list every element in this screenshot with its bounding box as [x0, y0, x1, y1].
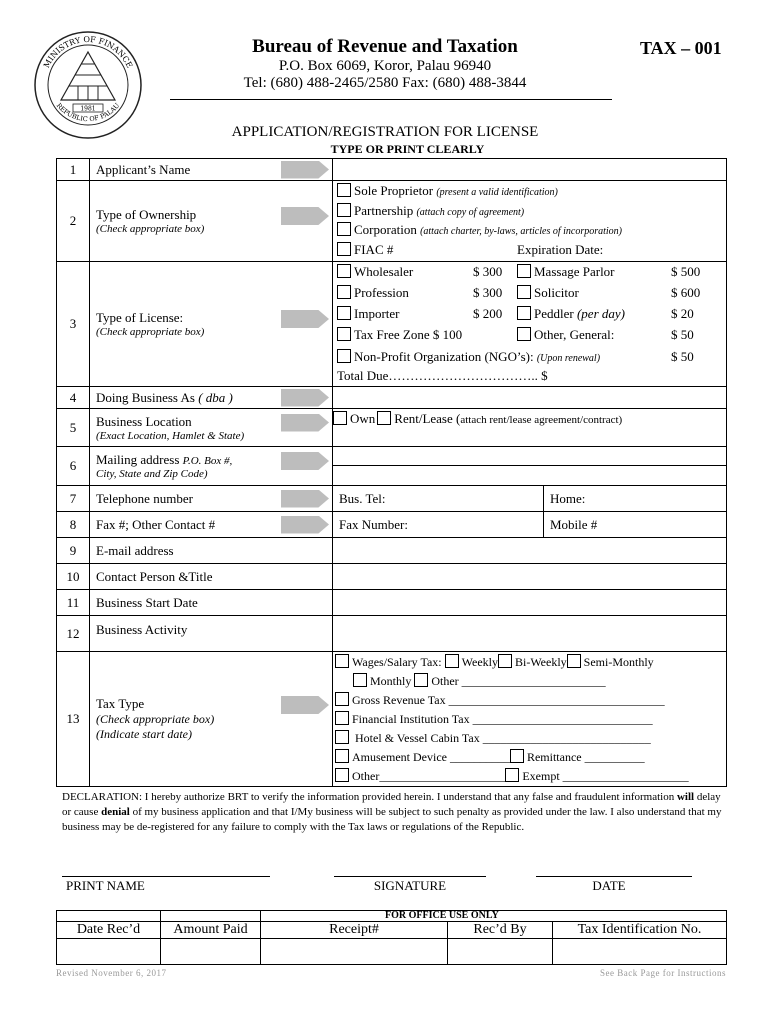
row-label: Type of License: — [96, 310, 184, 325]
row-tax-type: 13 Tax Type (Check appropriate box) (Indicate start date) Wages/Salary Tax: Weekly Bi-Weekly Semi-Monthly Monthly Other ________________________ Gross Revenue Tax ____________________________________ Financial Institution Tax ______________________________ Hotel & Vessel Cabin Tax ____________________________ Amusement Device __________ Remittance __________ Other_____________________ Exempt _____________________ — [57, 652, 727, 787]
license-fee: $ 600 — [671, 285, 701, 300]
ngo-checkbox[interactable] — [337, 349, 351, 363]
row-telephone — [57, 486, 727, 512]
row-number: 2 — [57, 181, 90, 262]
svg-text:1981: 1981 — [80, 105, 96, 113]
row-sublabel: City, State and Zip Code) — [96, 468, 208, 480]
wholesaler-checkbox[interactable] — [337, 264, 351, 278]
row-fax — [57, 512, 727, 538]
arrow-icon — [281, 161, 329, 179]
license-fee: $ 50 — [671, 327, 694, 342]
email-field[interactable] — [333, 538, 727, 564]
arrow-icon — [281, 490, 329, 508]
arrow-icon — [281, 207, 329, 225]
other-general-checkbox[interactable] — [517, 327, 531, 341]
bureau-title: Bureau of Revenue and Taxation — [252, 36, 518, 57]
license-fee: $ 500 — [671, 264, 701, 279]
row-number: 6 — [57, 447, 90, 486]
row-number: 12 — [57, 616, 90, 652]
profession-checkbox[interactable] — [337, 285, 351, 299]
row-label-italic: P.O. Box #, — [182, 455, 233, 467]
office-tin-field[interactable] — [553, 939, 727, 965]
arrow-icon — [281, 516, 329, 534]
row-ownership — [57, 181, 727, 262]
total-due: Total Due…………………………….. $ — [337, 368, 548, 383]
office-date-received-field[interactable] — [57, 939, 161, 965]
mailing-address-line2[interactable] — [333, 466, 726, 485]
corporation-checkbox[interactable] — [337, 222, 351, 236]
row-label: Applicant’s Name — [96, 162, 191, 178]
license-label: Peddler — [534, 306, 574, 321]
mailing-address-line1[interactable] — [333, 447, 726, 466]
office-receipt-field[interactable] — [261, 939, 448, 965]
option-note: (present a valid identification) — [436, 187, 558, 198]
other-tax-checkbox[interactable] — [335, 768, 349, 782]
office-col-receipt: Receipt# — [261, 922, 448, 939]
license-fee: $ 300 — [473, 264, 503, 279]
office-col-received-by: Rec’d By — [448, 922, 553, 939]
field-label: Home: — [550, 490, 586, 506]
row-start-date — [57, 590, 727, 616]
sole-proprietor-checkbox[interactable] — [337, 183, 351, 197]
row-sublabel: (Check appropriate box) — [96, 223, 205, 235]
date-label: DATE — [592, 878, 626, 893]
tax-label: Other ________________________ — [431, 674, 606, 688]
office-use-table — [56, 910, 727, 965]
row-label: Mailing address — [96, 452, 180, 467]
declaration-part: DECLARATION: I hereby authorize BRT to verify the information provided herein. I understand that any false and fraudulent information — [62, 791, 677, 803]
start-date-field[interactable] — [333, 590, 727, 616]
option-label: Corporation — [354, 222, 417, 237]
row-license-type — [57, 262, 727, 387]
row-number: 10 — [57, 564, 90, 590]
partnership-checkbox[interactable] — [337, 203, 351, 217]
declaration-part: of my business application and that I/My business will be subject to such penalty as provided under the law. I also understand that my business may be de-registered for any failure to comply with the Tax laws or regulations of the Republic. — [62, 806, 722, 833]
license-label: Tax Free Zone — [354, 327, 430, 342]
print-name-line[interactable] — [62, 876, 270, 877]
tax-free-zone-checkbox[interactable] — [337, 327, 351, 341]
tax-label: Exempt _____________________ — [522, 769, 689, 783]
row-label-italic: ( dba ) — [198, 390, 233, 406]
tax-label: Financial Institution Tax ______________________________ — [352, 712, 653, 726]
header-rule — [170, 99, 612, 100]
office-col-date-received: Date Rec’d — [57, 922, 161, 939]
row-business-activity — [57, 616, 727, 652]
monthly-checkbox[interactable] — [353, 673, 367, 687]
fiac-checkbox[interactable] — [337, 242, 351, 256]
field-label: Fax Number: — [339, 516, 408, 532]
tax-label: Hotel & Vessel Cabin Tax ____________________________ — [355, 731, 651, 745]
tax-label: Bi-Weekly — [514, 655, 567, 669]
row-number: 11 — [57, 590, 90, 616]
option-label: FIAC # — [354, 242, 394, 257]
bureau-address: P.O. Box 6069, Koror, Palau 96940 — [278, 58, 492, 74]
office-received-by-field[interactable] — [448, 939, 553, 965]
row-number: 7 — [57, 486, 90, 512]
form-title: APPLICATION/REGISTRATION FOR LICENSE — [231, 124, 539, 140]
row-dba — [57, 387, 727, 409]
option-label: Partnership — [354, 203, 414, 218]
office-col-tin: Tax Identification No. — [553, 922, 727, 939]
office-col-amount-paid: Amount Paid — [161, 922, 261, 939]
row-number: 4 — [57, 387, 90, 409]
row-number: 3 — [57, 262, 90, 387]
solicitor-checkbox[interactable] — [517, 285, 531, 299]
exempt-checkbox[interactable] — [505, 768, 519, 782]
row-label: Fax #; Other Contact # — [96, 517, 216, 533]
declaration-bold: will — [676, 791, 695, 803]
rent-lease-checkbox[interactable] — [377, 411, 391, 425]
row-sublabel: (Check appropriate box) — [96, 326, 205, 338]
gross-revenue-checkbox[interactable] — [335, 692, 349, 706]
option-note: (attach copy of agreement) — [416, 207, 525, 218]
license-label: Non-Profit Organization (NGO’s): — [354, 349, 534, 364]
bi-weekly-checkbox[interactable] — [498, 654, 512, 668]
license-label: Other, General: — [534, 327, 615, 342]
license-label: Solicitor — [534, 285, 579, 300]
row-number: 1 — [57, 159, 90, 181]
declaration-bold: denial — [101, 806, 130, 818]
arrow-icon — [281, 310, 329, 328]
own-label: Own — [350, 411, 376, 426]
row-number: 13 — [57, 652, 90, 787]
tax-label: Semi-Monthly — [583, 655, 654, 669]
row-number: 5 — [57, 409, 90, 447]
row-number: 9 — [57, 538, 90, 564]
row-contact-person — [57, 564, 727, 590]
license-fee: $ 20 — [671, 306, 694, 321]
applicant-name-field[interactable] — [333, 159, 727, 181]
row-label: Contact Person &Title — [90, 564, 333, 590]
form-subtitle: TYPE OR PRINT CLEARLY — [330, 142, 485, 156]
business-activity-field[interactable] — [333, 616, 727, 652]
massage-parlor-checkbox[interactable] — [517, 264, 531, 278]
tax-label: Amusement Device __________ — [352, 750, 510, 764]
wages-tax-checkbox[interactable] — [335, 654, 349, 668]
importer-checkbox[interactable] — [337, 306, 351, 320]
tax-label: Weekly — [461, 655, 498, 669]
tax-label: Remittance __________ — [526, 750, 645, 764]
home-tel-field[interactable] — [544, 486, 727, 512]
tax-label: Monthly — [370, 674, 412, 688]
office-amount-paid-field[interactable] — [161, 939, 261, 965]
license-label: Profession — [354, 285, 409, 300]
svg-text:MINISTRY OF FINANCE: MINISTRY OF FINANCE — [41, 34, 135, 70]
office-use-heading: FOR OFFICE USE ONLY — [261, 911, 727, 922]
license-fee: $ 200 — [473, 306, 503, 321]
row-email — [57, 538, 727, 564]
row-label: Business Location — [96, 413, 192, 429]
option-note: (attach charter, by-laws, articles of incorporation) — [420, 226, 623, 237]
row-mailing-address — [57, 447, 727, 486]
mobile-field[interactable] — [544, 512, 727, 538]
field-label: Mobile # — [550, 516, 598, 532]
row-label: Telephone number — [96, 491, 193, 507]
peddler-checkbox[interactable] — [517, 306, 531, 320]
contact-person-field[interactable] — [333, 564, 727, 590]
other-frequency-checkbox[interactable] — [414, 673, 428, 687]
license-fee: $ 300 — [473, 285, 503, 300]
weekly-checkbox[interactable] — [445, 654, 459, 668]
field-label: Bus. Tel: — [339, 490, 386, 506]
row-label: E-mail address — [90, 538, 333, 564]
row-label: Type of Ownership — [96, 207, 197, 222]
license-note: (per day) — [576, 306, 625, 321]
row-sublabel: (Exact Location, Hamlet & State) — [96, 429, 245, 442]
date-line[interactable] — [536, 876, 692, 877]
instructions-note: See Back Page for Instructions — [600, 968, 726, 978]
row-business-location — [57, 409, 727, 447]
semi-monthly-checkbox[interactable] — [567, 654, 581, 668]
row-applicant-name — [57, 159, 727, 181]
revision-date: Revised November 6, 2017 — [56, 968, 167, 978]
tax-label: Other______________ — [352, 769, 464, 783]
arrow-icon — [281, 696, 329, 714]
row-number: 8 — [57, 512, 90, 538]
arrow-icon — [281, 452, 329, 470]
declaration-text — [62, 790, 722, 835]
rent-lease-label: Rent/Lease ( — [394, 411, 461, 426]
license-label: Importer — [354, 306, 400, 321]
tax-label: Gross Revenue Tax ____________________________________ — [352, 693, 665, 707]
license-label: Massage Parlor — [534, 264, 615, 279]
row-sublabel: (Check appropriate box) — [96, 712, 215, 726]
option-label: Sole Proprietor — [354, 183, 434, 198]
rent-lease-note: attach rent/lease agreement/contract) — [460, 414, 623, 426]
row-label: Business Activity — [90, 616, 333, 652]
license-fee: $ 100 — [432, 327, 463, 342]
license-label: Wholesaler — [354, 264, 414, 279]
arrow-icon — [281, 389, 329, 407]
amusement-device-checkbox[interactable] — [335, 749, 349, 763]
own-checkbox[interactable] — [333, 411, 347, 425]
svg-text:REPUBLIC OF PALAU: REPUBLIC OF PALAU — [54, 101, 122, 124]
signature-line[interactable] — [334, 876, 486, 877]
form-number: TAX – 001 — [640, 38, 722, 58]
row-sublabel: (Indicate start date) — [96, 727, 192, 741]
tax-label: Wages/Salary Tax: — [352, 655, 442, 669]
bureau-phone-fax: Tel: (680) 488-2465/2580 Fax: (680) 488-3844 — [243, 75, 527, 91]
hotel-vessel-checkbox[interactable] — [335, 730, 349, 744]
application-form-table — [56, 158, 727, 787]
business-tel-field[interactable] — [333, 486, 544, 512]
print-name-label: PRINT NAME — [66, 878, 145, 893]
expiration-date-label: Expiration Date: — [517, 242, 604, 257]
fax-number-field[interactable] — [333, 512, 544, 538]
row-label: Doing Business As — [96, 390, 195, 406]
declaration-part: delay or cause — [62, 791, 721, 818]
arrow-icon — [281, 414, 329, 432]
license-fee: $ 50 — [671, 349, 694, 364]
remittance-checkbox[interactable] — [510, 749, 524, 763]
row-label: Tax Type — [96, 696, 145, 711]
signature-label: SIGNATURE — [373, 878, 447, 893]
row-label: Business Start Date — [90, 590, 333, 616]
dba-field[interactable] — [333, 387, 727, 409]
license-note: (Upon renewal) — [536, 353, 601, 364]
financial-institution-checkbox[interactable] — [335, 711, 349, 725]
